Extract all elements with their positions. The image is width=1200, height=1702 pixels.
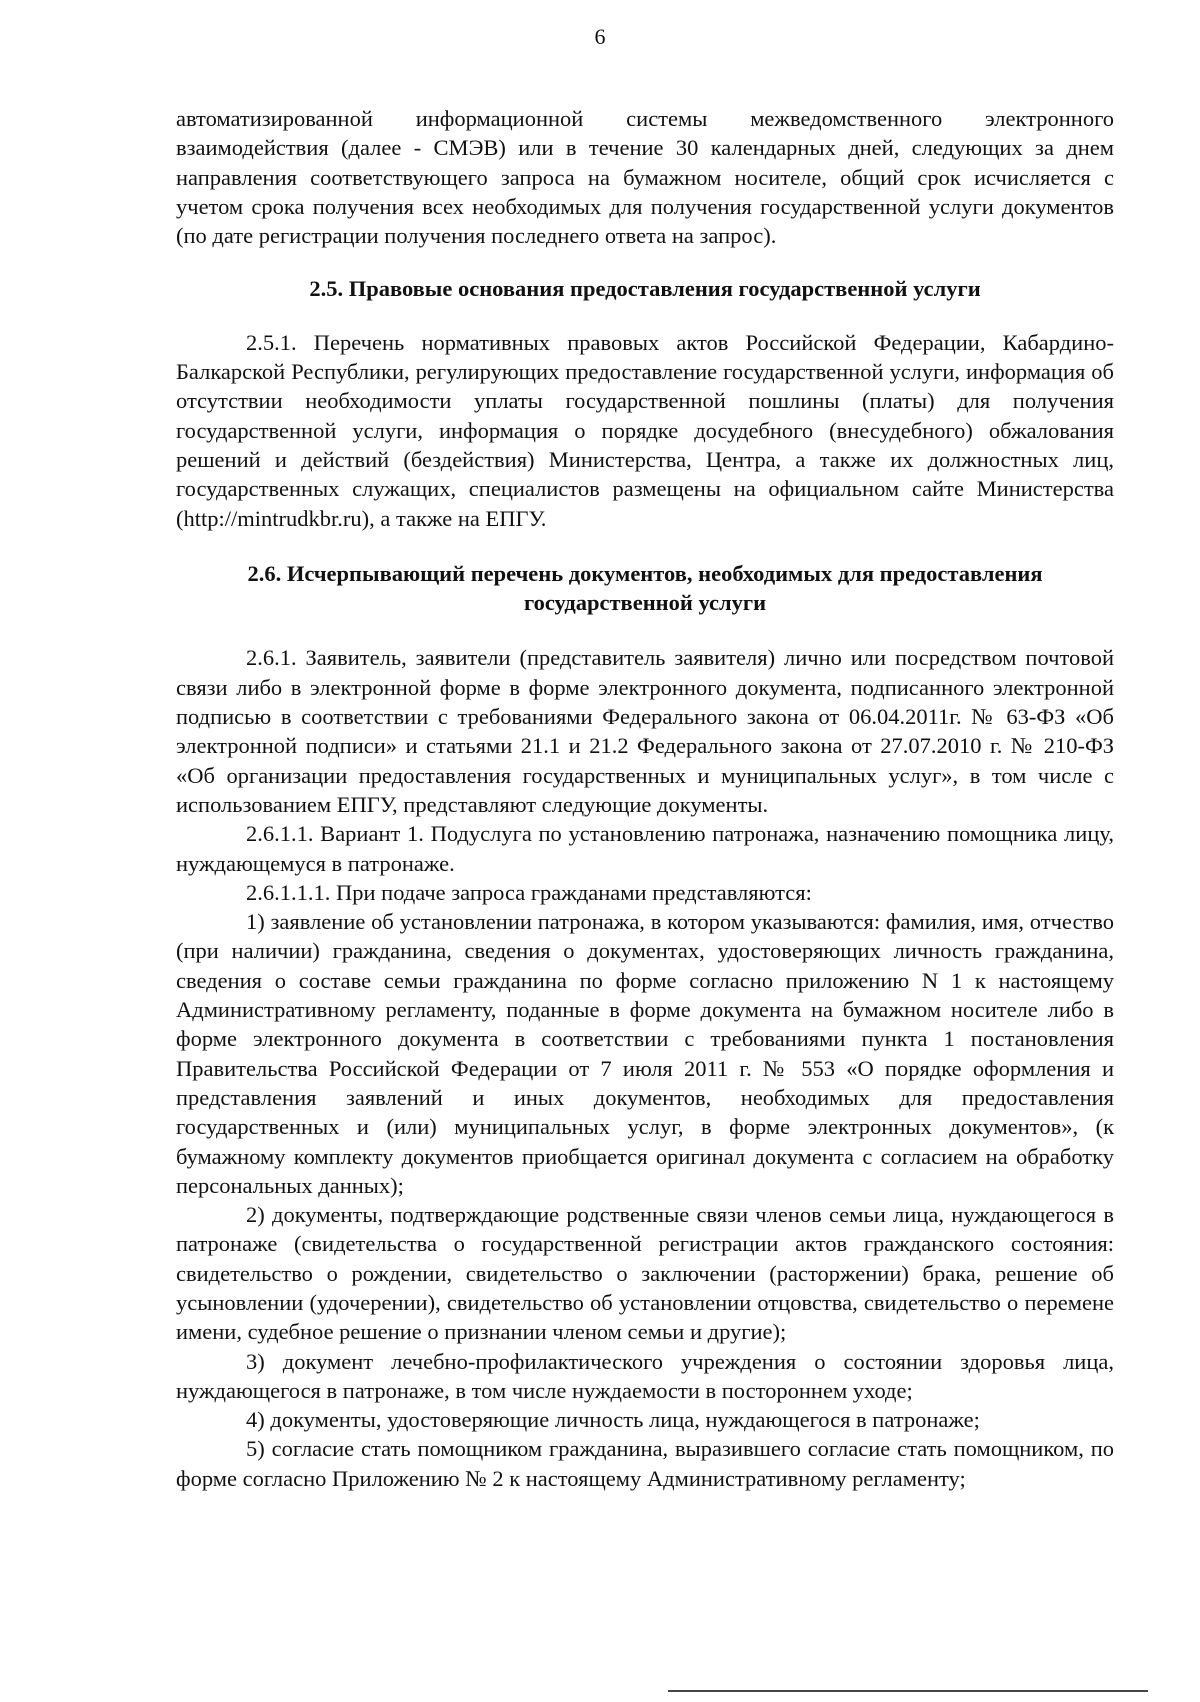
list-item-1: 1) заявление об установлении патронажа, в котором указываются: фамилия, имя, отчество (при наличии) гражданина, сведения о документах, удостоверяющих личность гражданина, сведения о составе семьи гражданина по форме согласно приложению N 1 к настоящему Административному регламенту, поданные в форме документа на бумажном носителе либо в форме электронного документа в соответствии с требованиями пункта 1 постановления Правительства Российской Федерации от 7 июля 2011 г. № 553 «О порядке оформления и представления заявлений и иных документов, необходимых для предоставления государственных и (или) муниципальных услуг, в форме электронных документов», (к бумажному комплекту документов приобщается оригинал документа с согласием на обработку персональных данных); [176,909,1114,1198]
spacer [176,304,1114,328]
section-heading-2-5: 2.5. Правовые основания предоставления государственной услуги [309,276,981,302]
spacer [176,250,1114,274]
spacer [176,533,1114,559]
paragraph-2-6-1: 2.6.1. Заявитель, заявители (представитель заявителя) лично или посредством почтовой связи либо в электронной форме в форме электронного документа, подписанного электронной подписью в соответствии с требованиями Федерального закона от 06.04.2011г. № 63-ФЗ «Об электронной подписи» и статьями 21.1 и 21.2 Федерального закона от 27.07.2010 г. № 210-ФЗ «Об организации предоставления государственных и муниципальных услуг», в том числе с использованием ЕПГУ, представляют следующие документы. [176,645,1114,817]
list-item-5: 5) согласие стать помощником гражданина, выразившего согласие стать помощником, по форме согласно Приложению № 2 к настоящему Административному регламенту; [176,1436,1114,1491]
paragraph-2-6-1-1: 2.6.1.1. Вариант 1. Подуслуга по установлению патронажа, назначению помощника лицу, нуждающемуся в патронаже. [176,821,1114,876]
paragraph-intro: автоматизированной информационной системы межведомственного электронного взаимодействия (далее - СМЭВ) или в течение 30 календарных дней, следующих за днем направления соответствующего запроса на бумажном носителе, общий срок исчисляется с учетом срока получения всех необходимых для получения государственной услуги документов (по дате регистрации получения последнего ответа на запрос). [176,106,1114,249]
section-heading-2-6-line2: государственной услуги [523,590,767,616]
section-heading-2-6-line1: 2.6. Исчерпывающий перечень документов, необходимых для предоставления [247,560,1043,586]
spacer [176,617,1114,643]
list-item-2: 2) документы, подтверждающие родственные связи членов семьи лица, нуждающегося в патронаже (свидетельства о государственной регистрации актов гражданского состояния: свидетельство о рождении, свидетельство о заключении (расторжении) брака, решение об усыновлении (удочерении), свидетельство об установлении отцовства, свидетельство о перемене имени, судебное решение о признании членом семьи и другие); [176,1202,1114,1345]
bottom-rule [668,1690,1148,1692]
page-number: 6 [594,24,606,49]
document-body [176,104,1114,1493]
paragraph-2-6-1-1-1: 2.6.1.1.1. При подаче запроса гражданами представляются: [246,879,812,905]
list-item-4: 4) документы, удостоверяющие личность лица, нуждающегося в патронаже; [246,1407,980,1433]
section-heading-2-6 [176,559,1114,618]
list-item-3: 3) документ лечебно-профилактического учреждения о состоянии здоровья лица, нуждающегося в патронаже, в том числе нуждаемости в постороннем уходе; [176,1348,1114,1403]
paragraph-2-5-1: 2.5.1. Перечень нормативных правовых актов Российской Федерации, Кабардино-Балкарской Республики, регулирующих предоставление государственной услуги, информация об отсутствии необходимости уплаты государственной пошлины (платы) для получения государственной услуги, информация о порядке досудебного (внесудебного) обжалования решений и действий (бездействия) Министерства, Центра, а также их должностных лиц, государственных служащих, специалистов размещены на официальном сайте Министерства (http://mintrudkbr.ru), а также на ЕПГУ. [176,329,1114,531]
